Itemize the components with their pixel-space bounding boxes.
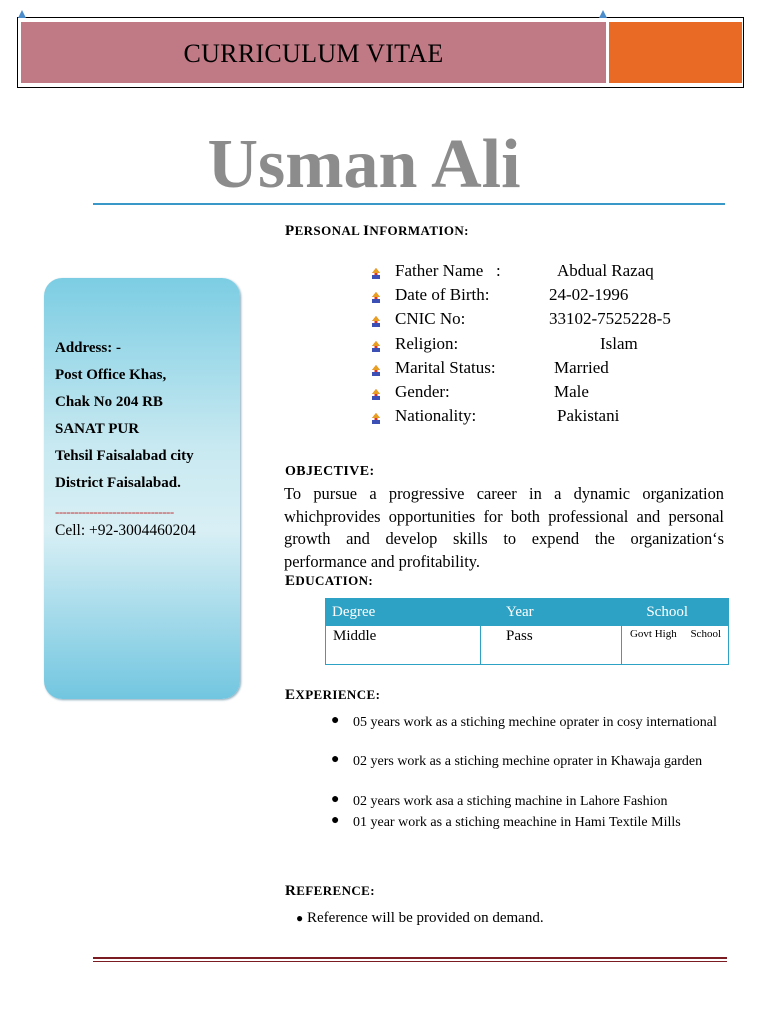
reference-text: Reference will be provided on demand. [307,910,544,926]
header-title: CURRICULUM VITAE [183,39,444,68]
table-cell: Middle [326,626,481,665]
reference-item [296,910,544,927]
arrow-bullet-icon [372,389,380,400]
personal-info-label: Date of Birth: [395,285,490,305]
personal-info-label: Marital Status: [395,357,496,377]
table-header-row [326,599,729,626]
header-accent-block [609,22,742,83]
bullet-icon: ● [331,792,340,807]
arrow-bullet-icon [372,316,380,327]
list-item: 01 year work as a stiching meachine in Hami Textile Mills [353,815,681,830]
address-line: Chak No 204 RB [55,394,163,410]
personal-info-value: 33102-7525228-5 [549,309,671,329]
bullet-icon: ● [331,713,340,728]
contact-sidebar [44,278,240,699]
arrow-bullet-icon [372,341,380,352]
footer-rule [93,961,727,962]
personal-info-value: Abdual Razaq [557,261,654,280]
address-line: SANAT PUR [55,421,140,437]
footer-rule [93,957,727,959]
arrow-bullet-icon [372,292,380,303]
corner-marker-left [18,10,26,18]
personal-info-value: Pakistani [557,406,620,426]
list-item: 05 years work as a stiching mechine oprater in cosy international [353,715,717,730]
address-label: Address: - [55,340,121,356]
experience-heading: EXPERIENCE: [285,687,381,703]
objective-text: To pursue a progressive career in a dynamic organization whichprovides opportunities for both professional and personal growth and develop skills to expend the organization‘s performance and profitability. [284,484,724,571]
address-line: Post Office Khas, [55,367,167,383]
cell-number: Cell: +92-3004460204 [55,522,196,539]
arrow-bullet-icon [372,413,380,424]
column-header-year: Year [481,599,622,626]
address-line: Tehsil Faisalabad city [55,448,194,464]
personal-info-label: Religion: [395,333,459,353]
arrow-bullet-icon [372,268,380,279]
address-line: District Faisalabad. [55,475,181,491]
education-table [325,598,729,665]
table-cell: Pass [481,626,622,665]
personal-info-value: Male [554,382,589,401]
objective-heading: OBJECTIVE: [285,464,375,479]
name-divider [93,203,725,205]
candidate-name: Usman Ali [207,126,521,203]
bullet-icon: ● [331,813,340,828]
column-header-degree: Degree [326,599,481,626]
personal-info-heading: PERSONAL INFORMATION: [285,223,469,239]
personal-info-label: CNIC No: [395,309,466,329]
table-row [326,626,729,665]
table-cell: Govt High School [622,626,729,665]
personal-info-label: Nationality: [395,406,477,426]
reference-heading: REFERENCE: [285,883,375,899]
personal-info-value: Married [554,357,609,377]
arrow-bullet-icon [372,365,380,376]
personal-info-value: Islam [600,333,638,353]
personal-info-value: 24-02-1996 [549,285,629,305]
column-header-school: School [622,599,729,626]
education-heading: EDUCATION: [285,573,374,589]
list-item: 02 years work asa a stiching machine in Lahore Fashion [353,794,668,809]
personal-info-label: Gender: [395,382,450,401]
list-item: 02 yers work as a stiching mechine oprater in Khawaja garden [353,754,703,769]
bullet-icon: ● [296,911,304,925]
personal-info-label: Father Name : [395,261,501,280]
bullet-icon: ● [331,752,340,767]
corner-marker-right [599,10,607,18]
sidebar-divider: ------------------------------- [55,504,174,519]
